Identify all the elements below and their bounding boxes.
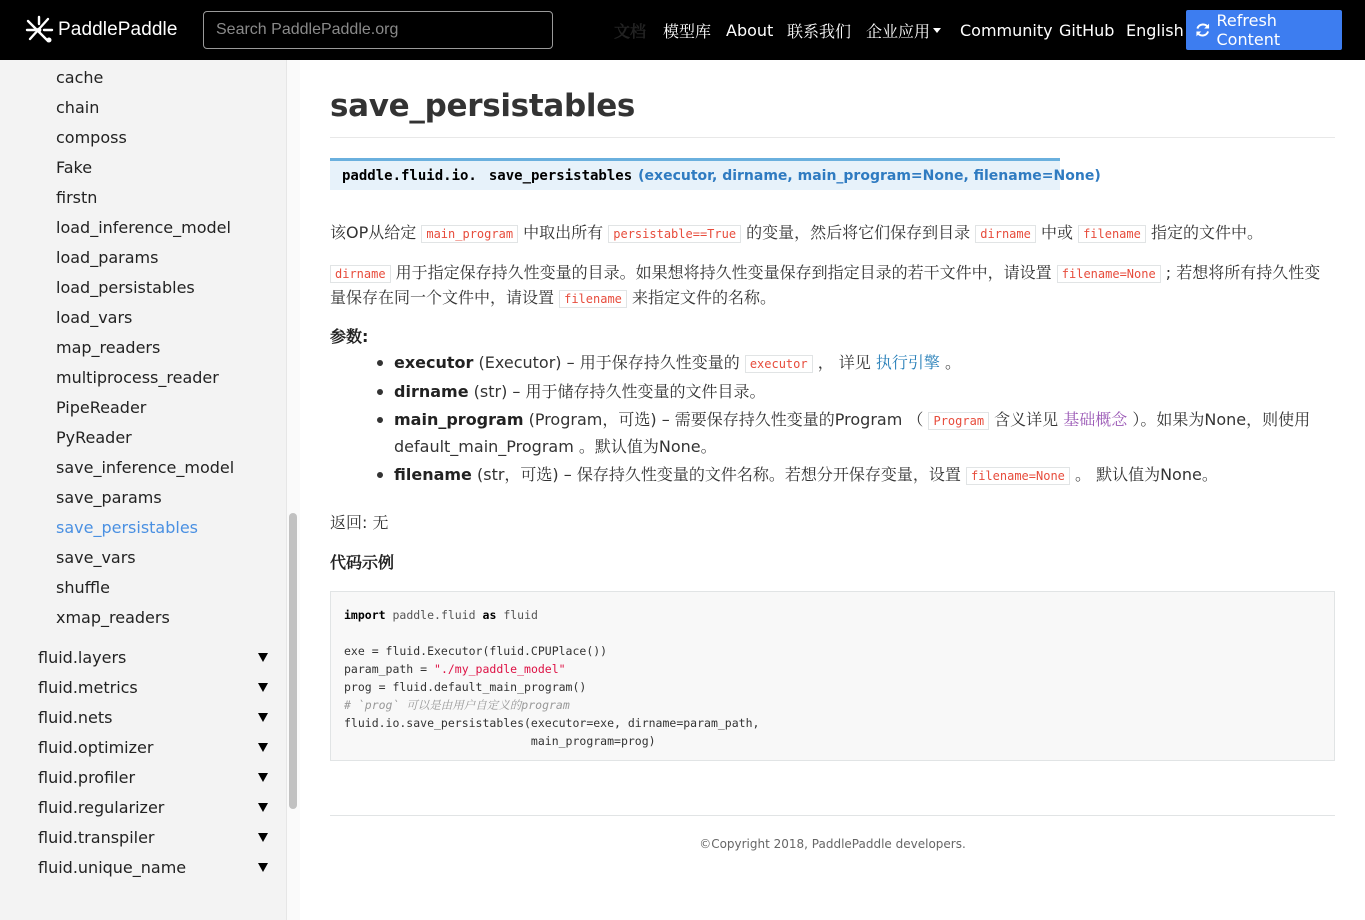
code-line: exe = fluid.Executor(fluid.CPUPlace()) bbox=[344, 644, 608, 658]
refresh-content-label: Refresh Content bbox=[1216, 11, 1281, 49]
code-module: fluid bbox=[503, 608, 538, 622]
description-paragraph-2 bbox=[330, 261, 1335, 311]
nav-github[interactable]: GitHub bbox=[1059, 20, 1115, 40]
sidebar-item-xmap-readers[interactable]: xmap_readers bbox=[56, 608, 170, 627]
caret-down-icon bbox=[933, 28, 941, 33]
param-name: dirname bbox=[394, 382, 469, 401]
sidebar-group-label: fluid.unique_name bbox=[38, 858, 187, 877]
param-desc: – 需要保存持久性变量的Program （ bbox=[661, 410, 924, 429]
expand-triangle-icon[interactable] bbox=[258, 743, 268, 752]
text: ; 若想将所有持久性变量保存在同一个文件中，请设置 bbox=[330, 263, 1321, 307]
sidebar-group-fluid-layers[interactable] bbox=[38, 648, 268, 667]
sidebar-group-fluid-transpiler[interactable] bbox=[38, 828, 268, 847]
sidebar-item-firstn[interactable]: firstn bbox=[56, 188, 98, 207]
sidebar-item-save-persistables[interactable]: save_persistables bbox=[56, 518, 199, 537]
sidebar-group-fluid-metrics[interactable] bbox=[38, 678, 268, 697]
signature-parameters: (executor, dirname, main_program=None, filename=None) bbox=[638, 167, 1101, 184]
sidebar-group-label: fluid.metrics bbox=[38, 678, 138, 697]
param-desc: 。 bbox=[945, 353, 962, 372]
sidebar-group-label: fluid.transpiler bbox=[38, 828, 155, 847]
code-module: paddle.fluid bbox=[392, 608, 476, 622]
returns-text: 返回: 无 bbox=[330, 513, 389, 532]
sidebar-scrollbar-thumb[interactable] bbox=[289, 513, 297, 809]
code-comment: # `prog` 可以是由用户自定义的program bbox=[344, 698, 570, 712]
param-desc: ， 详见 bbox=[817, 353, 871, 372]
signature-module-prefix: paddle.fluid.io. bbox=[342, 167, 477, 184]
param-desc: – 用于保存持久性变量的 bbox=[566, 353, 740, 372]
sidebar-item-shuffle[interactable]: shuffle bbox=[56, 578, 110, 597]
expand-triangle-icon[interactable] bbox=[258, 803, 268, 812]
code-keyword: import bbox=[344, 608, 386, 622]
code-line: prog = fluid.default_main_program() bbox=[344, 680, 587, 694]
sidebar-item-chain[interactable]: chain bbox=[56, 98, 100, 117]
sidebar-item-pipereader[interactable]: PipeReader bbox=[56, 398, 147, 417]
function-signature bbox=[330, 158, 1101, 190]
expand-triangle-icon[interactable] bbox=[258, 863, 268, 872]
nav-community[interactable]: Community bbox=[960, 20, 1053, 40]
sidebar-group-fluid-unique-name[interactable] bbox=[38, 858, 268, 877]
code-literal: dirname bbox=[975, 225, 1036, 243]
code-literal: filename bbox=[559, 290, 627, 308]
basic-concept-doc-link[interactable]: 基础概念 bbox=[1063, 410, 1128, 429]
nav-enterprise-dropdown[interactable] bbox=[866, 0, 941, 60]
param-desc: – 保存持久性变量的文件名称。若想分开保存变量，设置 bbox=[563, 465, 961, 484]
sidebar-group-label: fluid.regularizer bbox=[38, 798, 165, 817]
code-string: "./my_paddle_model" bbox=[434, 662, 566, 676]
code-line bbox=[344, 606, 1321, 624]
code-line: fluid.io.save_persistables(executor=exe, dirname=param_path, bbox=[344, 716, 760, 730]
sidebar-item-composs[interactable]: composs bbox=[56, 128, 127, 147]
code-literal: persistable==True bbox=[608, 225, 741, 243]
code-literal: filename bbox=[1078, 225, 1146, 243]
param-type: (Program，可选) bbox=[528, 410, 657, 429]
signature-function-name: save_persistables bbox=[488, 167, 633, 184]
sidebar-group-label: fluid.nets bbox=[38, 708, 113, 727]
sidebar-item-map-readers[interactable]: map_readers bbox=[56, 338, 161, 357]
expand-triangle-icon[interactable] bbox=[258, 713, 268, 722]
sidebar-group-label: fluid.layers bbox=[38, 648, 127, 667]
param-executor bbox=[394, 350, 1334, 377]
code-keyword: as bbox=[482, 608, 497, 622]
param-type: (str) bbox=[473, 382, 508, 401]
expand-triangle-icon[interactable] bbox=[258, 833, 268, 842]
nav-about[interactable]: About bbox=[726, 20, 774, 40]
nav-contact[interactable]: 联系我们 bbox=[787, 21, 852, 41]
code-line-blank bbox=[344, 624, 1321, 642]
sidebar-item-save-inference-model[interactable]: save_inference_model bbox=[56, 458, 235, 477]
sidebar-group-label: fluid.profiler bbox=[38, 768, 136, 787]
text: 来指定文件的名称。 bbox=[632, 288, 777, 307]
code-literal: filename=None bbox=[966, 467, 1070, 485]
param-dirname bbox=[394, 379, 1334, 405]
param-name: main_program bbox=[394, 410, 524, 429]
sidebar-group-fluid-regularizer[interactable] bbox=[38, 798, 268, 817]
param-type: (str，可选) bbox=[477, 465, 559, 484]
parameters-list bbox=[394, 350, 1334, 491]
text: 指定的文件中。 bbox=[1150, 223, 1263, 242]
param-name: filename bbox=[394, 465, 472, 484]
code-literal: dirname bbox=[330, 265, 391, 283]
brand-name: PaddlePaddle bbox=[58, 19, 178, 40]
code-text: param_path = bbox=[344, 662, 435, 676]
param-desc: ）。如果为None，则使用default_main_Program 。默认值为None。 bbox=[394, 410, 1311, 456]
refresh-content-button[interactable] bbox=[1186, 10, 1342, 50]
text: 该OP从给定 bbox=[330, 223, 417, 242]
top-navbar bbox=[0, 0, 1365, 60]
param-main-program bbox=[394, 407, 1334, 460]
param-filename bbox=[394, 462, 1334, 489]
nav-model-zoo[interactable]: 模型库 bbox=[663, 21, 712, 41]
code-literal: Program bbox=[928, 412, 989, 430]
code-literal: main_program bbox=[421, 225, 518, 243]
sidebar-group-label: fluid.optimizer bbox=[38, 738, 154, 757]
param-type: (Executor) bbox=[478, 353, 562, 372]
param-desc: – 用于储存持久性变量的文件目录。 bbox=[512, 382, 766, 401]
sidebar-item-load-persistables[interactable]: load_persistables bbox=[56, 278, 195, 297]
text: 用于指定保存持久性变量的目录。如果想将持久性变量保存到指定目录的若干文件中，请设置 bbox=[395, 263, 1052, 282]
expand-triangle-icon[interactable] bbox=[258, 773, 268, 782]
nav-enterprise-label: 企业应用 bbox=[866, 21, 931, 41]
executor-doc-link[interactable]: 执行引擎 bbox=[875, 353, 940, 372]
sidebar bbox=[0, 60, 286, 920]
example-heading: 代码示例 bbox=[330, 553, 395, 572]
sidebar-group-fluid-profiler[interactable] bbox=[38, 768, 268, 787]
text: 中或 bbox=[1040, 223, 1073, 242]
sidebar-item-pyreader[interactable]: PyReader bbox=[56, 428, 132, 447]
nav-docs[interactable]: 文档 bbox=[614, 21, 647, 41]
expand-triangle-icon[interactable] bbox=[258, 653, 268, 662]
sidebar-item-save-vars[interactable]: save_vars bbox=[56, 548, 136, 567]
sidebar-item-load-params[interactable]: load_params bbox=[56, 248, 159, 267]
sidebar-item-cache[interactable]: cache bbox=[56, 68, 104, 87]
parameters-heading: 参数: bbox=[330, 327, 369, 346]
expand-triangle-icon[interactable] bbox=[258, 683, 268, 692]
page-title: save_persistables bbox=[330, 88, 636, 124]
title-divider bbox=[330, 137, 1335, 138]
code-example-block[interactable] bbox=[330, 591, 1335, 761]
param-name: executor bbox=[394, 353, 474, 372]
sidebar-group-fluid-optimizer[interactable] bbox=[38, 738, 268, 757]
search-input[interactable] bbox=[203, 11, 553, 49]
code-line: main_program=prog) bbox=[344, 734, 656, 748]
code-line bbox=[344, 660, 1321, 678]
text: 的变量，然后将它们保存到目录 bbox=[746, 223, 971, 242]
code-literal: filename=None bbox=[1057, 265, 1161, 283]
paddlepaddle-logo-icon bbox=[24, 15, 54, 45]
param-desc: 。 默认值为None。 bbox=[1074, 465, 1218, 484]
footer-divider bbox=[330, 815, 1335, 816]
brand-logo[interactable] bbox=[24, 14, 178, 46]
code-literal: executor bbox=[745, 355, 813, 373]
sidebar-item-multiprocess-reader[interactable]: multiprocess_reader bbox=[56, 368, 219, 387]
sidebar-item-load-inference-model[interactable]: load_inference_model bbox=[56, 218, 231, 237]
param-desc: 含义详见 bbox=[994, 410, 1059, 429]
sidebar-group-fluid-nets[interactable] bbox=[38, 708, 268, 727]
sidebar-item-save-params[interactable]: save_params bbox=[56, 488, 162, 507]
refresh-icon bbox=[1194, 21, 1212, 39]
copyright-text: ©Copyright 2018, PaddlePaddle developers. bbox=[699, 837, 966, 851]
nav-language[interactable]: English bbox=[1126, 20, 1184, 40]
sidebar-item-fake[interactable]: Fake bbox=[56, 158, 93, 177]
sidebar-item-load-vars[interactable]: load_vars bbox=[56, 308, 133, 327]
description-paragraph-1 bbox=[330, 221, 1335, 246]
text: 中取出所有 bbox=[523, 223, 604, 242]
